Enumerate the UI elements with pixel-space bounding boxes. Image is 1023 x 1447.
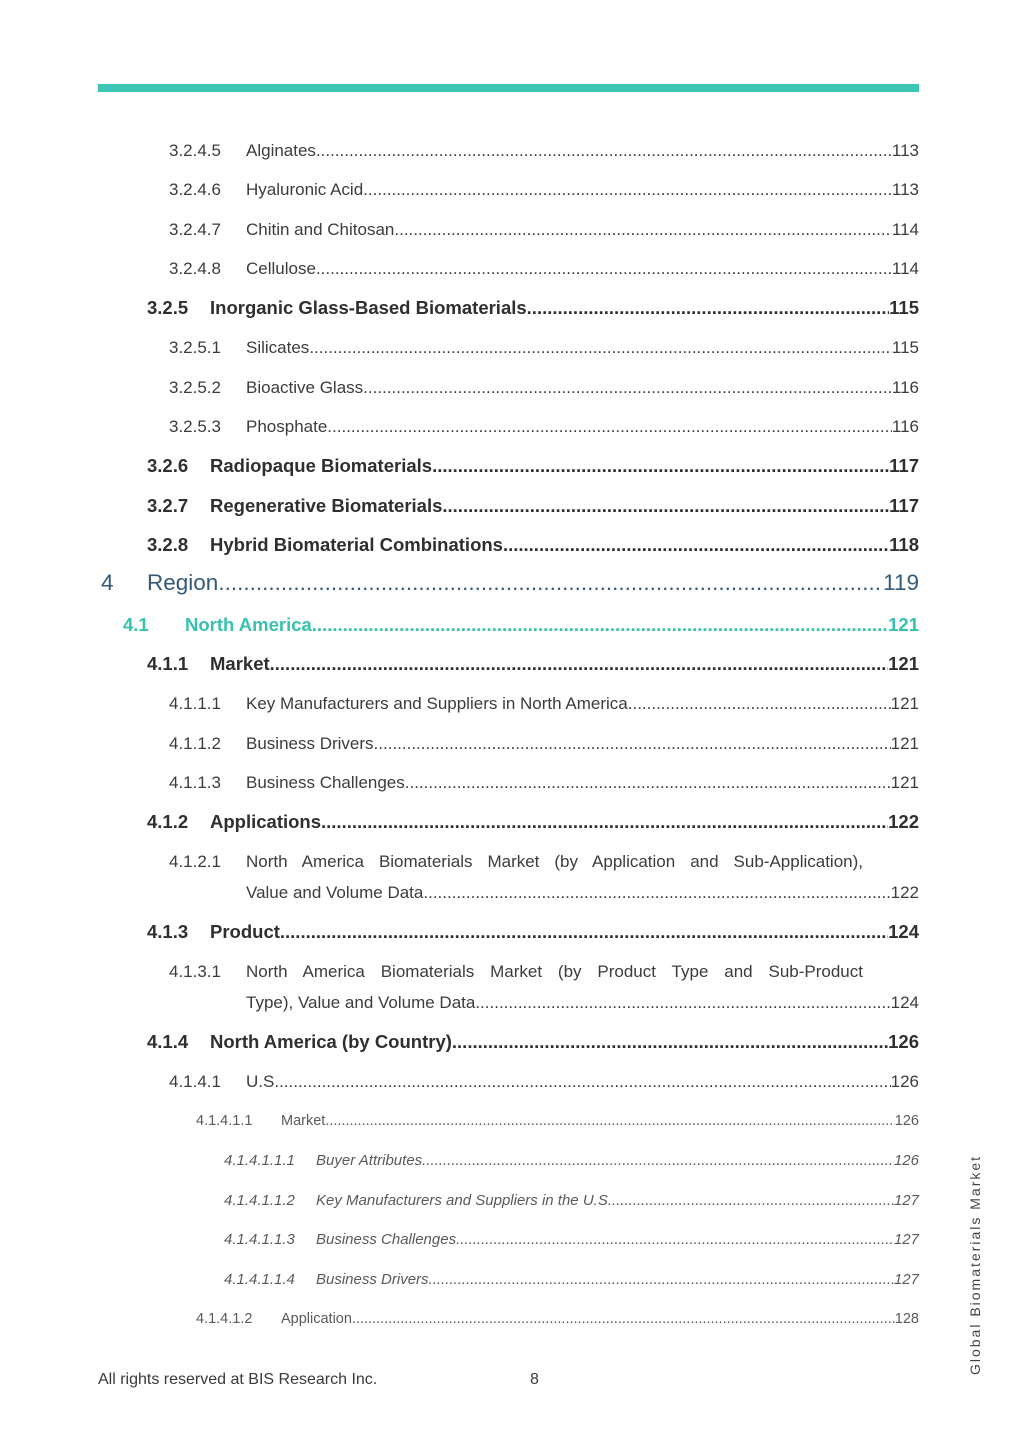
toc-title: Phosphate (246, 417, 328, 436)
toc-page: 118 (889, 534, 919, 555)
toc-leader (612, 1192, 894, 1209)
toc-page: 121 (890, 694, 919, 713)
toc-entry[interactable] (169, 417, 919, 439)
toc-page: 124 (890, 993, 919, 1012)
toc-number: 4.1.1.2 (169, 734, 221, 753)
toc-title: Business Challenges (316, 1231, 457, 1248)
toc-page: 114 (891, 259, 919, 278)
toc-entry[interactable] (224, 1231, 919, 1251)
toc-title: Hyaluronic Acid (246, 180, 364, 199)
toc-leader (429, 1271, 894, 1288)
toc-number: 4.1 (123, 614, 149, 635)
toc-number: 4.1.4.1.1.3 (224, 1231, 295, 1248)
toc-entry[interactable] (147, 1031, 919, 1055)
toc-page: 116 (891, 417, 919, 436)
toc-number: 3.2.7 (147, 495, 189, 516)
toc-page: 122 (888, 811, 919, 832)
toc-page: 126 (894, 1113, 919, 1129)
toc-number: 4.1.4.1.2 (196, 1311, 253, 1327)
toc-entry[interactable] (169, 141, 919, 163)
toc-entry[interactable] (147, 653, 919, 677)
toc-page: 115 (889, 297, 919, 318)
toc-title: Regenerative Biomaterials (210, 495, 443, 516)
toc-number: 3.2.4.5 (169, 141, 221, 160)
toc-title: Radiopaque Biomaterials (210, 455, 433, 476)
toc-entry[interactable] (169, 773, 919, 795)
toc-leader (527, 297, 889, 319)
toc-leader (394, 220, 892, 240)
toc-leader (475, 993, 890, 1013)
toc-entry[interactable] (196, 1113, 919, 1133)
toc-entry[interactable] (169, 220, 919, 242)
toc-page: 126 (893, 1152, 919, 1169)
toc-title: Business Drivers (246, 734, 374, 753)
toc-number: 4.1.1 (147, 653, 189, 674)
toc-title: North America (by Country) (210, 1031, 452, 1052)
toc-page: 127 (893, 1192, 919, 1209)
toc-entry[interactable] (224, 1152, 919, 1172)
toc-leader (280, 921, 888, 943)
toc-number: 4.1.1.3 (169, 773, 221, 792)
toc-title: Alginates (246, 141, 316, 160)
toc-page: 116 (891, 378, 919, 397)
toc-leader (423, 883, 890, 903)
toc-number: 3.2.6 (147, 455, 189, 476)
toc-number: 3.2.5.2 (169, 378, 221, 397)
toc-title: North America (185, 614, 312, 635)
toc-leader (374, 734, 891, 754)
toc-page: 114 (891, 220, 919, 239)
toc-title: Cellulose (246, 259, 316, 278)
toc-page: 127 (893, 1271, 919, 1288)
toc-page: 126 (890, 1072, 919, 1091)
toc-entry[interactable] (169, 734, 919, 756)
toc-entry[interactable] (169, 852, 919, 906)
toc-entry[interactable] (224, 1271, 919, 1291)
toc-leader (363, 378, 892, 398)
toc-leader (452, 1031, 888, 1053)
toc-entry[interactable] (169, 338, 919, 360)
toc-number: 3.2.4.8 (169, 259, 221, 278)
toc-number: 4.1.2 (147, 811, 189, 832)
toc-number: 3.2.8 (147, 534, 189, 555)
toc-title: Key Manufacturers and Suppliers in North America (246, 694, 628, 713)
toc-leader (309, 338, 892, 358)
toc-leader (316, 141, 892, 161)
toc-number: 4 (101, 570, 114, 595)
toc-title: Key Manufacturers and Suppliers in the U.S. (316, 1192, 612, 1209)
toc-number: 3.2.5.3 (169, 417, 221, 436)
toc-number: 4.1.2.1 (169, 852, 221, 871)
toc-number: 4.1.4.1 (169, 1072, 221, 1091)
toc-entry[interactable] (147, 811, 919, 835)
toc-entry[interactable] (147, 921, 919, 945)
toc-leader (628, 694, 891, 714)
toc-page: 122 (890, 883, 919, 902)
toc-leader (405, 773, 891, 793)
toc-page: 121 (888, 614, 919, 635)
toc-entry[interactable] (169, 694, 919, 716)
toc-leader (422, 1152, 894, 1169)
toc-number: 3.2.5 (147, 297, 189, 318)
toc-leader (321, 811, 888, 833)
toc-number: 4.1.3 (147, 921, 189, 942)
toc-title: Applications (210, 811, 322, 832)
toc-title: Business Challenges (246, 773, 405, 792)
toc-title-line2: Type), Value and Volume Data (246, 993, 476, 1012)
toc-page: 121 (888, 653, 919, 674)
toc-entry[interactable] (169, 1072, 919, 1094)
toc-title: Application (281, 1311, 352, 1327)
toc-title: U.S. (246, 1072, 280, 1091)
header-accent-bar (98, 84, 919, 92)
toc-page: 128 (894, 1311, 919, 1327)
toc-entry[interactable] (169, 180, 919, 202)
footer-page-number: 8 (530, 1371, 539, 1388)
toc-page: 115 (891, 338, 919, 357)
toc-title: Buyer Attributes (316, 1152, 423, 1169)
toc-number: 4.1.4.1.1 (196, 1113, 253, 1129)
toc-page: 124 (888, 921, 919, 942)
toc-title-line2: Value and Volume Data (246, 883, 424, 902)
toc-entry[interactable] (224, 1192, 919, 1212)
toc-number: 4.1.4 (147, 1031, 189, 1052)
toc-entry[interactable] (147, 455, 919, 479)
toc-leader (312, 614, 888, 636)
toc-title-line1: North America Biomaterials Market (by Application and Sub-Application), (246, 852, 863, 871)
toc-number: 4.1.3.1 (169, 962, 221, 981)
toc-leader (279, 1072, 891, 1092)
toc-entry[interactable] (169, 259, 919, 281)
toc-leader (442, 495, 889, 517)
toc-title: Business Drivers (316, 1271, 429, 1288)
toc-page: 127 (893, 1231, 919, 1248)
toc-title: Product (210, 921, 280, 942)
toc-leader (327, 417, 892, 437)
footer-rights: All rights reserved at BIS Research Inc. (98, 1371, 378, 1388)
toc-number: 4.1.4.1.1.2 (224, 1192, 295, 1209)
toc-title: Region (147, 570, 219, 595)
toc-number: 4.1.4.1.1.1 (224, 1152, 295, 1169)
toc-leader (363, 180, 892, 200)
toc-page: 117 (889, 455, 919, 476)
toc-title: Market (281, 1113, 326, 1129)
toc-page: 113 (891, 141, 919, 160)
side-report-label: Global Biomaterials Market (967, 1154, 983, 1376)
toc-page: 121 (890, 773, 919, 792)
toc-leader (218, 570, 883, 596)
toc-leader (503, 534, 889, 556)
toc-title: Hybrid Biomaterial Combinations (210, 534, 503, 555)
toc-entry[interactable] (147, 495, 919, 519)
toc-leader (432, 455, 889, 477)
toc-leader (270, 653, 888, 675)
toc-page: 119 (883, 570, 919, 595)
toc-title: Silicates (246, 338, 310, 357)
toc-page: 113 (891, 180, 919, 199)
toc-leader (316, 259, 892, 279)
toc-entry[interactable] (147, 297, 919, 321)
toc-number: 4.1.4.1.1.4 (224, 1271, 295, 1288)
toc-title-line1: North America Biomaterials Market (by Product Type and Sub-Product (246, 962, 863, 981)
toc-page: 117 (889, 495, 919, 516)
toc-entry[interactable] (196, 1311, 919, 1331)
toc-leader (325, 1113, 894, 1129)
toc-leader (352, 1311, 895, 1327)
toc-page: 126 (888, 1031, 919, 1052)
toc-number: 3.2.5.1 (169, 338, 221, 357)
toc-entry[interactable] (169, 962, 919, 1016)
toc-section-entry[interactable] (123, 614, 919, 638)
toc-number: 3.2.4.7 (169, 220, 221, 239)
toc-chapter-entry[interactable] (101, 570, 919, 600)
toc-entry[interactable] (169, 378, 919, 400)
toc-entry[interactable] (147, 534, 919, 558)
toc-title: Inorganic Glass-Based Biomaterials (210, 297, 527, 318)
toc-page: 121 (890, 734, 919, 753)
toc-number: 4.1.1.1 (169, 694, 221, 713)
toc-number: 3.2.4.6 (169, 180, 221, 199)
toc-leader (456, 1231, 894, 1248)
toc-title: Chitin and Chitosan (246, 220, 395, 239)
toc-title: Bioactive Glass (246, 378, 364, 397)
toc-title: Market (210, 653, 270, 674)
